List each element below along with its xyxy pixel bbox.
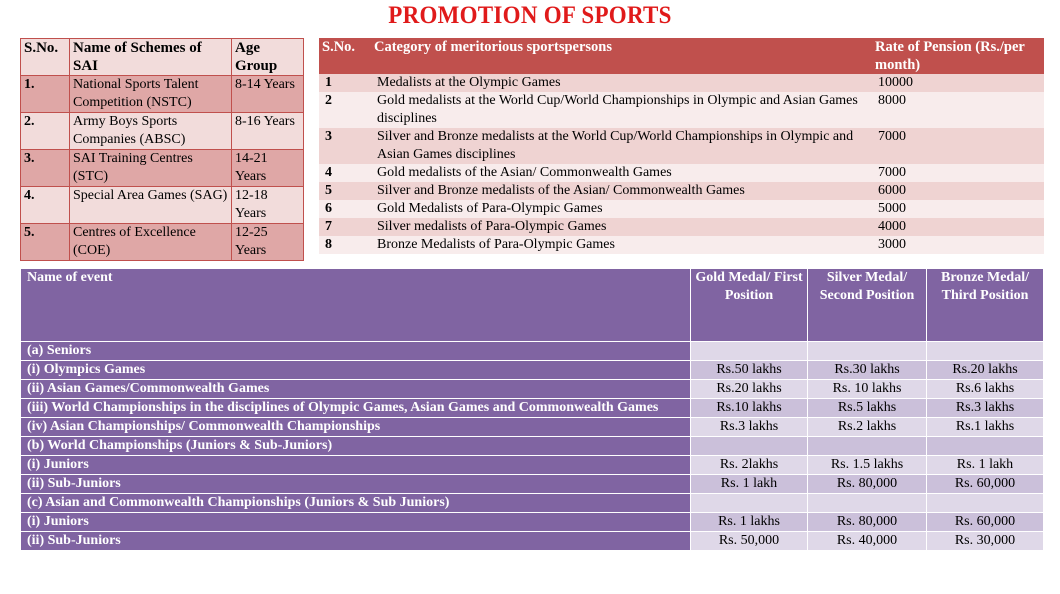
pension-sno: 3 xyxy=(319,128,371,164)
cash-awards-table xyxy=(20,268,1044,551)
table-row xyxy=(21,150,304,187)
scheme-sno: 3. xyxy=(21,150,70,187)
event-name: (iv) Asian Championships/ Commonwealth Championships xyxy=(21,418,691,437)
gold-award xyxy=(691,494,808,513)
table-row xyxy=(319,74,1044,92)
scheme-name: SAI Training Centres (STC) xyxy=(70,150,232,187)
bronze-award xyxy=(927,494,1044,513)
gold-award: Rs. 1 lakhs xyxy=(691,513,808,532)
column-header-age-group: Age Group xyxy=(232,39,304,76)
gold-award xyxy=(691,342,808,361)
table-row xyxy=(319,92,1044,128)
pension-rate: 3000 xyxy=(872,236,1044,254)
event-name: (ii) Sub-Juniors xyxy=(21,475,691,494)
bronze-award: Rs. 1 lakh xyxy=(927,456,1044,475)
pension-rate: 7000 xyxy=(872,128,1044,164)
table-row xyxy=(319,218,1044,236)
gold-award xyxy=(691,437,808,456)
scheme-name: Special Area Games (SAG) xyxy=(70,187,232,224)
pension-sno: 5 xyxy=(319,182,371,200)
scheme-name: Army Boys Sports Companies (ABSC) xyxy=(70,113,232,150)
event-name: (iii) World Championships in the disciplines of Olympic Games, Asian Games and Commonwealth Games xyxy=(21,399,691,418)
bronze-award: Rs.20 lakhs xyxy=(927,361,1044,380)
silver-award: Rs. 80,000 xyxy=(808,475,927,494)
gold-award: Rs. 1 lakh xyxy=(691,475,808,494)
scheme-sno: 4. xyxy=(21,187,70,224)
table-row xyxy=(319,128,1044,164)
pension-category: Bronze Medalists of Para-Olympic Games xyxy=(371,236,872,254)
scheme-age-group: 14-21 Years xyxy=(232,150,304,187)
gold-award: Rs.10 lakhs xyxy=(691,399,808,418)
bronze-award xyxy=(927,342,1044,361)
table-row xyxy=(21,437,1044,456)
table-row xyxy=(21,418,1044,437)
pension-sno: 8 xyxy=(319,236,371,254)
silver-award: Rs. 1.5 lakhs xyxy=(808,456,927,475)
table-row xyxy=(21,475,1044,494)
column-header-gold: Gold Medal/ First Position xyxy=(691,269,808,342)
silver-award: Rs. 80,000 xyxy=(808,513,927,532)
gold-award: Rs.50 lakhs xyxy=(691,361,808,380)
silver-award xyxy=(808,342,927,361)
table-row xyxy=(21,187,304,224)
sai-schemes-table xyxy=(20,38,304,261)
table-header-row xyxy=(21,39,304,76)
table-row xyxy=(21,113,304,150)
table-row xyxy=(319,164,1044,182)
scheme-age-group: 8-16 Years xyxy=(232,113,304,150)
table-row xyxy=(21,399,1044,418)
column-header-sno: S.No. xyxy=(319,38,371,74)
bronze-award: Rs.3 lakhs xyxy=(927,399,1044,418)
gold-award: Rs. 50,000 xyxy=(691,532,808,551)
scheme-name: National Sports Talent Competition (NSTC) xyxy=(70,76,232,113)
pension-rate: 6000 xyxy=(872,182,1044,200)
gold-award: Rs.20 lakhs xyxy=(691,380,808,399)
table-header-row xyxy=(319,38,1044,74)
event-name: (c) Asian and Commonwealth Championships (Juniors & Sub Juniors) xyxy=(21,494,691,513)
gold-award: Rs. 2lakhs xyxy=(691,456,808,475)
table-row xyxy=(21,76,304,113)
pension-sno: 2 xyxy=(319,92,371,128)
scheme-age-group: 12-25 Years xyxy=(232,224,304,261)
table-row xyxy=(319,236,1044,254)
bronze-award: Rs. 60,000 xyxy=(927,475,1044,494)
column-header-bronze: Bronze Medal/ Third Position xyxy=(927,269,1044,342)
event-name: (i) Olympics Games xyxy=(21,361,691,380)
bronze-award: Rs. 30,000 xyxy=(927,532,1044,551)
table-row xyxy=(21,456,1044,475)
table-row xyxy=(21,342,1044,361)
pension-category: Silver medalists of Para-Olympic Games xyxy=(371,218,872,236)
bronze-award: Rs.6 lakhs xyxy=(927,380,1044,399)
pension-rate: 5000 xyxy=(872,200,1044,218)
pension-sno: 4 xyxy=(319,164,371,182)
pension-category: Gold medalists of the Asian/ Commonwealth Games xyxy=(371,164,872,182)
column-header-silver: Silver Medal/ Second Position xyxy=(808,269,927,342)
pension-category: Gold medalists at the World Cup/World Championships in Olympic and Asian Games disciplines xyxy=(371,92,872,128)
table-header-row xyxy=(21,269,1044,342)
column-header-event: Name of event xyxy=(21,269,691,342)
scheme-sno: 2. xyxy=(21,113,70,150)
silver-award: Rs.2 lakhs xyxy=(808,418,927,437)
pension-category: Medalists at the Olympic Games xyxy=(371,74,872,92)
table-row xyxy=(21,224,304,261)
silver-award: Rs.5 lakhs xyxy=(808,399,927,418)
pension-category: Gold Medalists of Para-Olympic Games xyxy=(371,200,872,218)
table-row xyxy=(21,380,1044,399)
silver-award xyxy=(808,437,927,456)
table-row xyxy=(21,494,1044,513)
scheme-sno: 1. xyxy=(21,76,70,113)
pension-rate: 7000 xyxy=(872,164,1044,182)
scheme-age-group: 8-14 Years xyxy=(232,76,304,113)
event-name: (i) Juniors xyxy=(21,456,691,475)
scheme-sno: 5. xyxy=(21,224,70,261)
column-header-scheme-name: Name of Schemes of SAI xyxy=(70,39,232,76)
page-title: PROMOTION OF SPORTS xyxy=(388,2,672,29)
pension-category: Silver and Bronze medalists of the Asian/ Commonwealth Games xyxy=(371,182,872,200)
pension-category: Silver and Bronze medalists at the World Cup/World Championships in Olympic and Asian Games disciplines xyxy=(371,128,872,164)
table-row xyxy=(319,182,1044,200)
event-name: (i) Juniors xyxy=(21,513,691,532)
pension-sno: 6 xyxy=(319,200,371,218)
pension-sno: 7 xyxy=(319,218,371,236)
column-header-rate: Rate of Pension (Rs./per month) xyxy=(872,38,1044,74)
pension-rate: 10000 xyxy=(872,74,1044,92)
silver-award xyxy=(808,494,927,513)
table-row xyxy=(319,200,1044,218)
bronze-award: Rs.1 lakhs xyxy=(927,418,1044,437)
event-name: (ii) Asian Games/Commonwealth Games xyxy=(21,380,691,399)
scheme-name: Centres of Excellence (COE) xyxy=(70,224,232,261)
table-row xyxy=(21,361,1044,380)
table-row xyxy=(21,513,1044,532)
silver-award: Rs. 10 lakhs xyxy=(808,380,927,399)
bronze-award xyxy=(927,437,1044,456)
event-name: (ii) Sub-Juniors xyxy=(21,532,691,551)
table-row xyxy=(21,532,1044,551)
pension-rates-table xyxy=(319,38,1044,254)
scheme-age-group: 12-18 Years xyxy=(232,187,304,224)
pension-sno: 1 xyxy=(319,74,371,92)
silver-award: Rs. 40,000 xyxy=(808,532,927,551)
event-name: (a) Seniors xyxy=(21,342,691,361)
gold-award: Rs.3 lakhs xyxy=(691,418,808,437)
bronze-award: Rs. 60,000 xyxy=(927,513,1044,532)
event-name: (b) World Championships (Juniors & Sub-Juniors) xyxy=(21,437,691,456)
pension-rate: 4000 xyxy=(872,218,1044,236)
column-header-sno: S.No. xyxy=(21,39,70,76)
column-header-category: Category of meritorious sportspersons xyxy=(371,38,872,74)
silver-award: Rs.30 lakhs xyxy=(808,361,927,380)
pension-rate: 8000 xyxy=(872,92,1044,128)
